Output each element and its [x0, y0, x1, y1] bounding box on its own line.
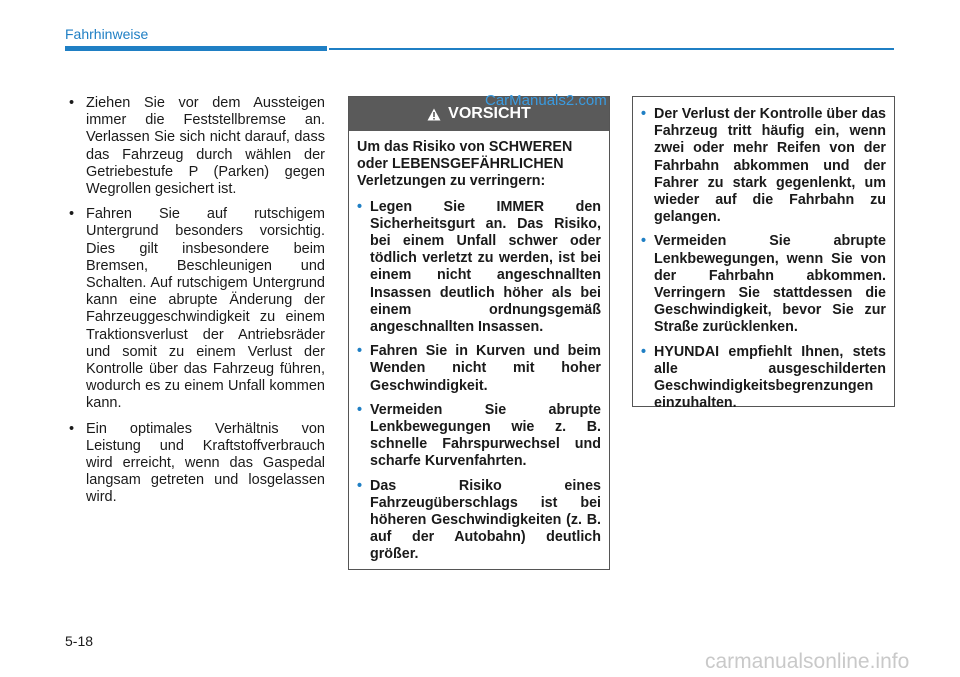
caution-intro: Um das Risiko von SCHWEREN oder LEBENSGEFÄHRLICHEN Verletzungen zu verringern: — [357, 139, 573, 190]
list-item-text: Ein optimales Verhältnis von Leistung und Kraftstoffverbrauch wird erreicht, wenn das Gaspedal langsam getreten und losgelassen wird. — [86, 420, 325, 506]
list-item-text: HYUNDAI empfiehlt Ihnen, stets alle ausgeschilderten Geschwindigkeitsbegrenzungen einzuhalten. — [654, 343, 886, 412]
list-item — [65, 206, 325, 412]
watermark-top: CarManuals2.com — [485, 92, 607, 109]
list-item — [641, 233, 886, 336]
page-number: 5-18 — [65, 633, 94, 649]
bullet: • — [357, 198, 363, 215]
list-item — [641, 344, 886, 413]
caution-box — [348, 96, 610, 570]
section-title: Fahrhinweise — [65, 26, 149, 42]
list-item — [65, 95, 325, 198]
list-item-text: Der Verlust der Kontrolle über das Fahrzeug tritt häufig ein, wenn zwei oder mehr Reifen von der Fahrbahn abkommen und der Fahrer zu stark gegenlenkt, um wieder auf die Fahrbahn zu gelangen. — [654, 106, 886, 226]
bullet: • — [641, 233, 647, 250]
caution-body — [349, 131, 609, 564]
list-item-text: Legen Sie IMMER den Sicherheitsgurt an. Das Risiko, bei einem Unfall schwer oder tödlich verletzt zu werden, ist bei einem nicht angeschnallten Insassen deutlich höher als bei einem ordnungsgemäß angeschnallten Insassen. — [370, 198, 601, 336]
list-item — [357, 199, 601, 337]
caution-title: VORSICHT — [448, 105, 531, 122]
warning-triangle-icon — [427, 108, 441, 121]
list-item-text: Fahren Sie in Kurven und beim Wenden nicht mit hoher Geschwindigkeit. — [370, 343, 601, 394]
list-item-text: Vermeiden Sie abrupte Lenkbewegungen wie z. B. schnelle Fahrspurwechsel und scharfe Kurvenfahrten. — [370, 401, 601, 470]
list-item — [357, 343, 601, 395]
bullet: • — [357, 343, 363, 360]
continuation-body — [633, 97, 894, 412]
list-item-text: Fahren Sie auf rutschigem Untergrund besonders vorsichtig. Dies gilt insbesondere beim Bremsen, Beschleunigen und Schalten. Auf rutschigem Untergrund kann eine abrupte Änderung der Fahrzeuggeschwindigkeit zu einem Traktionsverlust der Antriebsräder und somit zu einem Verlust der Kontrolle über das Fahrzeug führen, wodurch es zu einem Unfall kommen kann. — [86, 206, 325, 412]
list-item — [357, 478, 601, 564]
list-item-text: Vermeiden Sie abrupte Lenkbewegungen, wenn Sie von der Fahrbahn abkommen. Verringern Sie stattdessen die Geschwindigkeit, bevor Sie zur Straße zurücklenken. — [654, 233, 886, 336]
header-rule-thin — [329, 48, 894, 50]
header-rule-thick — [65, 46, 327, 51]
bullet: • — [69, 95, 75, 111]
bullet: • — [641, 343, 647, 360]
left-column-text — [65, 95, 325, 515]
bullet: • — [357, 401, 363, 418]
bullet: • — [69, 206, 75, 223]
list-item — [641, 106, 886, 226]
bullet: • — [641, 106, 647, 122]
list-item-text: Das Risiko eines Fahrzeugüberschlags ist bei höheren Geschwindigkeiten (z. B. auf der Autobahn) deutlich größer. — [370, 477, 601, 563]
list-item — [357, 402, 601, 471]
watermark-bottom: carmanualsonline.info — [705, 650, 910, 673]
list-item — [65, 421, 325, 507]
list-item-text: Ziehen Sie vor dem Aussteigen immer die Feststellbremse an. Verlassen Sie sich nicht darauf, dass das Fahrzeug durch wählen der Getriebestufe P (Parken) gegen Wegrollen gesichert ist. — [86, 95, 325, 198]
bullet: • — [69, 420, 75, 437]
bullet: • — [357, 477, 363, 494]
caution-continuation-box — [632, 96, 895, 412]
